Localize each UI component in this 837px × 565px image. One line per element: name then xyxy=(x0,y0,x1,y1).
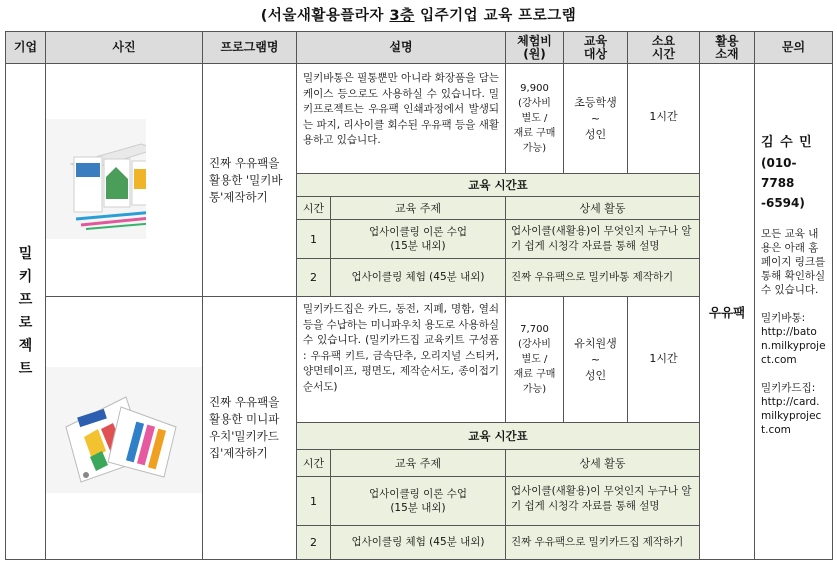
program1-row1-detail: 업사이클(새활용)이 무엇인지 누구나 알기 쉽게 시청각 자료를 통해 설명 xyxy=(505,219,700,259)
header-inquiry: 문의 xyxy=(754,31,833,64)
program1-name: 진짜 우유팩을 활용한 '밀키바통'제작하기 xyxy=(209,155,283,204)
program2-photo-cell xyxy=(45,296,203,560)
program1-row2-topic: 업사이클링 체험 (45분 내외) xyxy=(330,258,506,297)
program2-time: 1시간 xyxy=(627,296,700,423)
header-company: 기업 xyxy=(5,31,46,64)
contact-phone: (010-7788 -6594) xyxy=(761,156,805,210)
program1-fee: 9,900 (강사비 별도 / 재료 구매 가능) xyxy=(505,63,564,174)
program2-schedule-title: 교육 시간표 xyxy=(296,422,700,450)
program1-col-time: 시간 xyxy=(296,196,331,220)
program1-time: 1시간 xyxy=(627,63,700,174)
company-name: 밀 키 프 로 젝 트 xyxy=(18,245,33,377)
program2-col-time: 시간 xyxy=(296,449,331,477)
header-target: 교육 대상 xyxy=(563,31,628,64)
program1-row2-n: 2 xyxy=(296,258,331,297)
company-cell xyxy=(5,63,46,560)
program1-col-topic: 교육 주제 xyxy=(330,196,506,220)
program1-row1-n: 1 xyxy=(296,219,331,259)
program2-fee: 7,700 (강사비 별도 / 재료 구매 가능) xyxy=(505,296,564,423)
page-title xyxy=(0,4,837,25)
header-program: 프로그램명 xyxy=(202,31,297,64)
contact-note: 모든 교육 내용은 아래 홈페이지 링크를 통해 확인하실 수 있습니다. xyxy=(761,228,826,296)
program1-schedule-title: 교육 시간표 xyxy=(296,173,700,197)
program2-photo xyxy=(46,367,202,493)
program2-name-cell xyxy=(202,296,297,560)
program2-row2-n: 2 xyxy=(296,525,331,560)
program1-desc: 밀키바통은 필통뿐만 아니라 화장품을 담는 케이스 등으로도 사용하실 수 있습니다. 밀키프로젝트는 우유팩 인쇄과정에서 발생되는 파지, 리사이클 회수된 우유팩 등을 새활용하고 있습니다. xyxy=(296,63,506,174)
contact-link1-url[interactable]: http://baton.milkyproject.com xyxy=(761,326,826,366)
title-prefix: (서울새활용플라자 xyxy=(260,8,390,24)
contact-name: 김 수 민 xyxy=(761,135,813,150)
program1-photo xyxy=(46,119,146,239)
program2-row1-detail: 업사이클(새활용)이 무엇인지 누구나 알기 쉽게 시청각 자료를 통해 설명 xyxy=(505,476,700,526)
header-material: 활용 소재 xyxy=(699,31,755,64)
program2-row2-topic: 업사이클링 체험 (45분 내외) xyxy=(330,525,506,560)
title-floor: 3층 xyxy=(389,8,415,24)
program2-col-topic: 교육 주제 xyxy=(330,449,506,477)
material-value: 우유팩 xyxy=(708,304,746,320)
contact-link2-label: 밀키카드집: xyxy=(761,382,816,394)
program1-photo-cell xyxy=(45,63,203,297)
program1-target: 초등학생 ~ 성인 xyxy=(563,63,628,174)
title-suffix: 입주기업 교육 프로그램 xyxy=(414,8,577,24)
program2-row1-topic: 업사이클링 이론 수업 (15분 내외) xyxy=(330,476,506,526)
program1-col-detail: 상세 활동 xyxy=(505,196,700,220)
program1-name-cell xyxy=(202,63,297,297)
contact-cell xyxy=(754,63,833,560)
material-cell xyxy=(699,63,755,560)
program2-name: 진짜 우유팩을 활용한 미니파우치'밀키카드집'제작하기 xyxy=(209,395,280,460)
header-desc: 설명 xyxy=(296,31,506,64)
program2-col-detail: 상세 활동 xyxy=(505,449,700,477)
program1-row2-detail: 진짜 우유팩으로 밀키바통 제작하기 xyxy=(505,258,700,297)
contact-link1-label: 밀키바통: xyxy=(761,312,806,324)
program2-row2-detail: 진짜 우유팩으로 밀키카드집 제작하기 xyxy=(505,525,700,560)
program2-target: 유치원생 ~ 성인 xyxy=(563,296,628,423)
header-fee: 체험비 (원) xyxy=(505,31,564,64)
header-time: 소요 시간 xyxy=(627,31,700,64)
program1-row1-topic: 업사이클링 이론 수업 (15분 내외) xyxy=(330,219,506,259)
header-photo: 사진 xyxy=(45,31,203,64)
program2-row1-n: 1 xyxy=(296,476,331,526)
program2-desc: 밀키카드집은 카드, 동전, 지폐, 명함, 열쇠 등을 수납하는 미니파우치 용도로 사용하실 수 있습니다. (밀키카드집 교육키트 구성품 : 우유팩 키트, 금속단추, 오리지널 스티커, 양면테이프, 평면도, 제작순서도, 종이접기 순서도) xyxy=(296,296,506,423)
contact-link2-url[interactable]: http://card.milkyproject.com xyxy=(761,396,822,436)
